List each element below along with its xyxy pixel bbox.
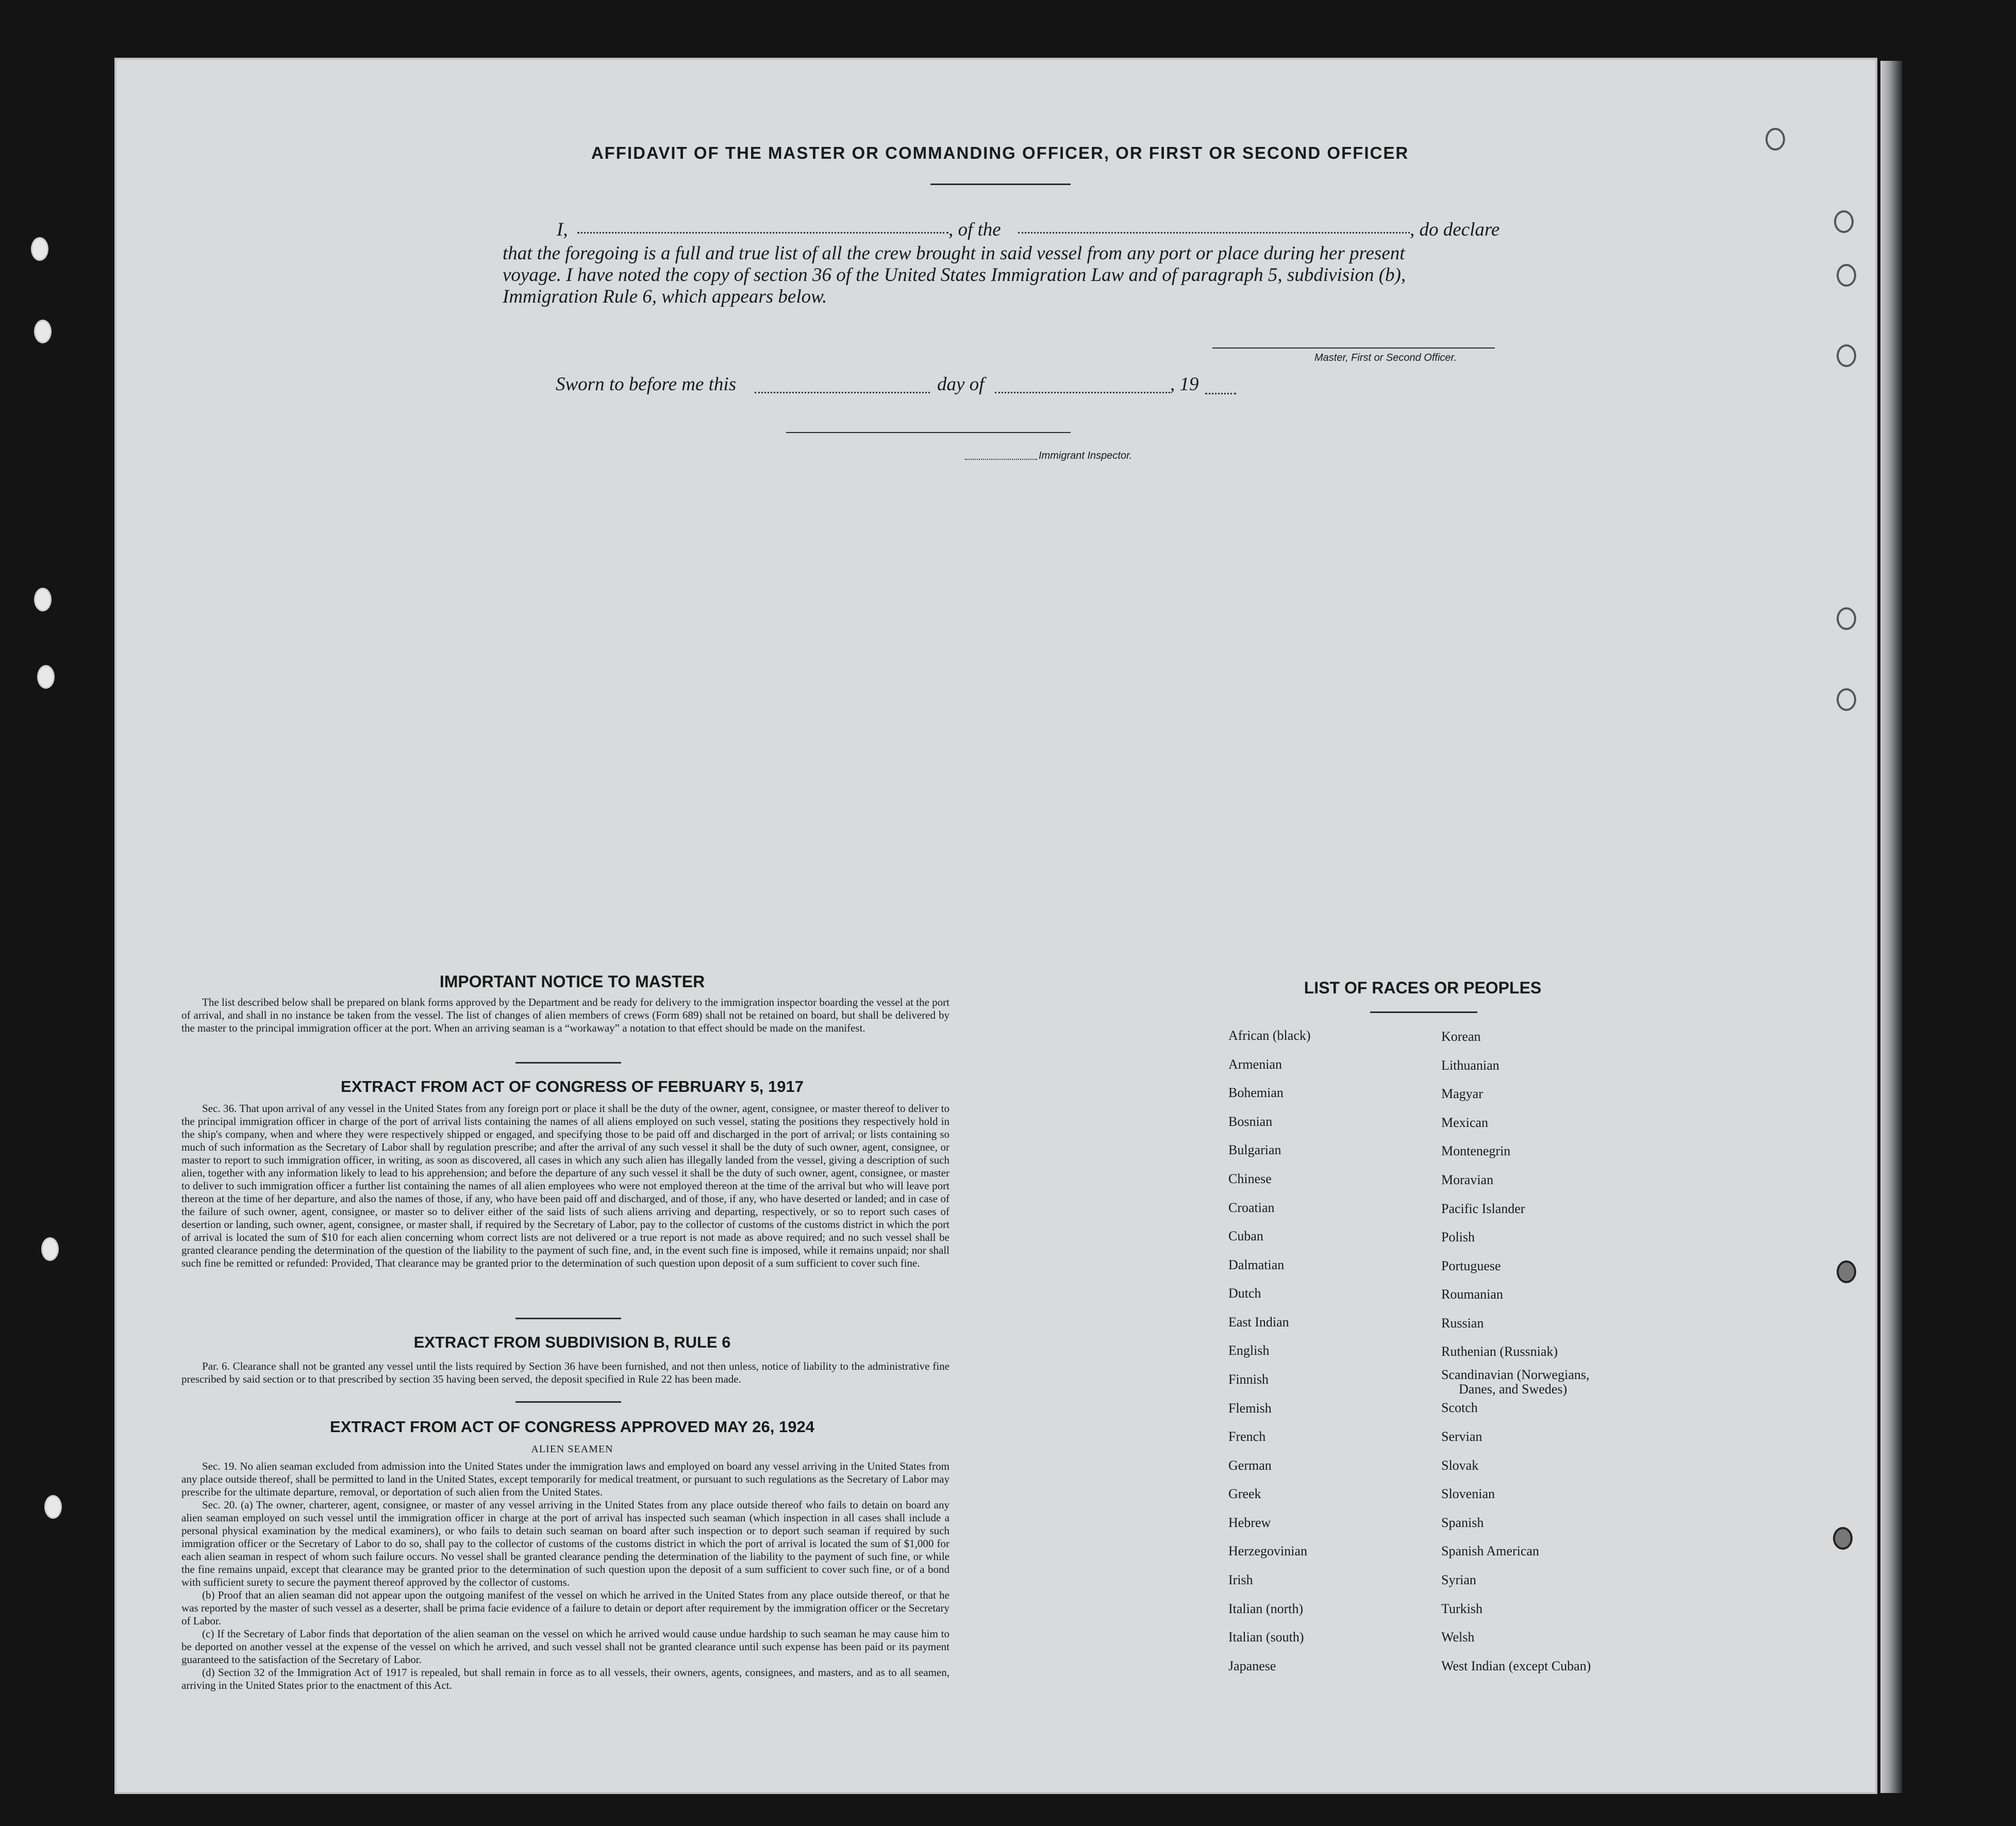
race-item: Portuguese (1441, 1258, 1501, 1273)
inspector-prefix-dots (965, 459, 1037, 460)
sworn-label: Sworn to before me this (556, 374, 737, 395)
sworn-year-field[interactable] (1205, 393, 1236, 394)
race-item: Chinese (1228, 1171, 1272, 1186)
race-item: Ruthenian (Russniak) (1441, 1344, 1558, 1359)
extract-1924-paragraph: (d) Section 32 of the Immigration Act of 1917 is repealed, but shall remain in force as to all vessels, their owners, agents, consignees, and masters, and as to all seamen, arriving in the United States prior to the enactment of this Act. (181, 1666, 949, 1691)
race-item: Flemish (1228, 1401, 1272, 1416)
notice-paragraph: The list described below shall be prepared on blank forms approved by the Department and be ready for delivery to the immigration inspector boarding the vessel at the port of arrival, and shall in no instance be taken from the vessel. The list of changes of alien members of crews (Form 689) shall not be retained on board, but shall be delivered by the master to the principal immigration officer at the port. When an arriving seaman is a “workaway” a notation to that effect should be made on the manifest. (181, 996, 949, 1034)
race-item: Dalmatian (1228, 1257, 1285, 1272)
race-item: East Indian (1228, 1315, 1289, 1330)
race-item: Turkish (1441, 1601, 1482, 1616)
extract-1917-title: EXTRACT FROM ACT OF CONGRESS OF FEBRUARY 5, 1917 (341, 1077, 804, 1095)
divider (515, 1318, 621, 1319)
race-item: Roumanian (1441, 1287, 1503, 1302)
race-item: African (black) (1228, 1028, 1311, 1043)
divider (515, 1401, 621, 1403)
sworn-month-field[interactable] (995, 392, 1170, 393)
day-of-label: day of (937, 374, 985, 395)
race-item: Irish (1228, 1572, 1253, 1587)
binder-hole (37, 665, 55, 689)
race-item: French (1228, 1429, 1266, 1444)
race-item: Magyar (1441, 1086, 1483, 1101)
i-label: I, (557, 219, 568, 240)
binder-hole (31, 237, 48, 261)
notice-text (181, 996, 949, 1035)
extract-1924-text (181, 1460, 949, 1692)
race-item: Mexican (1441, 1115, 1488, 1130)
extract-1924-paragraph: (c) If the Secretary of Labor finds that deportation of the alien seaman on the vessel on which he arrived would cause undue hardship to such seaman he may cause him to be deported on another vessel at the expense of the vessel on which he arrived, and such vessel shall not be granted clearance until such expense has been paid or its payment guaranteed to the satisfaction of the Secretary of Labor. (181, 1628, 949, 1666)
extract-1924-paragraph: Sec. 20. (a) The owner, charterer, agent, consignee, or master of any vessel arriving in the United States from any place outside thereof who fails to detain on board any alien seaman employed on such vessel until the immigration officer in charge at the port of arrival has inspected such seaman (which inspection in all cases shall include a personal physical examination by the medical examiners), or who fails to detain such seaman on board after such inspection or to deport such seaman if required by such immigration officer or the Secretary of Labor to do so, shall pay to the collector of customs of the customs district in which the port of arrival is located the sum of $1,000 for each alien seaman in respect of whom such failure occurs. No vessel shall be granted clearance pending the determination of the liability to the payment of such fine, or while the fine remains unpaid, except that clearance may be granted prior to the determination of such question upon the deposit of a sum sufficient to cover such fine, or of a bond with sufficient surety to secure the payment thereof approved by the collector of customs. (181, 1499, 949, 1588)
race-item: Cuban (1228, 1229, 1263, 1243)
punch-hole (1837, 344, 1856, 367)
race-item: Herzegovinian (1228, 1543, 1308, 1558)
race-item: Italian (south) (1228, 1630, 1304, 1645)
race-item: Syrian (1441, 1572, 1476, 1587)
extract-1924-title: EXTRACT FROM ACT OF CONGRESS APPROVED MAY 26, 1924 (330, 1418, 814, 1436)
race-item: Pacific Islander (1441, 1201, 1525, 1216)
binder-hole (44, 1495, 62, 1519)
extract-rule6-title: EXTRACT FROM SUBDIVISION B, RULE 6 (413, 1333, 731, 1351)
race-item: Lithuanian (1441, 1058, 1499, 1073)
race-item: Montenegrin (1441, 1143, 1511, 1158)
race-item: Welsh (1441, 1630, 1475, 1645)
races-title-underline (1370, 1011, 1477, 1013)
race-item: Moravian (1441, 1172, 1494, 1187)
extract-1917-text (181, 1102, 949, 1270)
signature-caption: Master, First or Second Officer. (1314, 352, 1457, 363)
race-item: Japanese (1228, 1658, 1276, 1673)
punch-hole (1765, 128, 1785, 151)
race-item: Slovenian (1441, 1486, 1495, 1501)
race-item: Spanish American (1441, 1543, 1539, 1558)
sworn-day-field[interactable] (755, 392, 930, 393)
signature-line[interactable] (1212, 347, 1495, 348)
extract-1924-subtitle: ALIEN SEAMEN (531, 1443, 613, 1455)
binder-hole (34, 588, 52, 611)
punch-hole (1837, 1260, 1856, 1283)
inspector-caption: Immigrant Inspector. (1039, 450, 1132, 461)
vessel-name-field[interactable] (1018, 232, 1410, 234)
race-item: Croatian (1228, 1200, 1275, 1215)
binder-hole (34, 320, 52, 343)
race-item: Dutch (1228, 1286, 1261, 1301)
affidavit-title: AFFIDAVIT OF THE MASTER OR COMMANDING OFFICER, OR FIRST OR SECOND OFFICER (591, 143, 1409, 162)
punch-hole (1837, 688, 1856, 711)
race-item: Servian (1441, 1429, 1482, 1444)
sheet-edge (1880, 61, 1902, 1793)
punch-hole (1834, 210, 1854, 233)
race-item: German (1228, 1458, 1272, 1473)
punch-hole (1833, 1527, 1853, 1550)
master-name-field[interactable] (577, 232, 948, 234)
declaration-line-2: voyage. I have noted the copy of section 36 of the United States Immigration Law and of paragraph 5, subdivision (b), (503, 264, 1406, 286)
race-item: Bosnian (1228, 1114, 1273, 1129)
punch-hole (1837, 264, 1856, 287)
extract-rule6-text (181, 1360, 949, 1386)
of-the-label: , of the (948, 219, 1001, 240)
race-item: Russian (1441, 1316, 1484, 1331)
race-item: Slovak (1441, 1458, 1479, 1473)
extract-1917-paragraph: Sec. 36. That upon arrival of any vessel in the United States from any foreign port or place it shall be the duty of the owner, agent, consignee, or master thereof to deliver to the principal immigration officer in charge of the port of arrival lists containing the names of all aliens employed on such vessel, stating the positions they respectively hold in the ship's company, when and where they were respectively shipped or engaged, and specifying those to be paid off and discharged in the port of arrival; or lists containing so much of such information as the Secretary of Labor shall by regulation prescribe; and after the arrival of any such vessel it shall be the duty of such owner, agent, consignee, or master to report to such immigration officer, in writing, as soon as discovered, all cases in which any such alien has illegally landed from the vessel, giving a description of such alien, together with any information likely to lead to his apprehension; and before the departure of any such vessel it shall be the duty of such owner, agent, consignee, or master to deliver to such immigration officer a further list containing the names of all alien employees who were not employed thereon at the time of the arrival but who will leave port thereon at the time of her departure, and also the names of those, if any, who have been paid off and discharged, and of those, if any, who have deserted or landed; and in case of the failure of such owner, agent, consignee, or master so to deliver either of the said lists of such aliens arriving and departing, respectively, or so to report such cases of desertion or landing, such owner, agent, consignee, or master shall, if required by the Secretary of Labor, pay to the collector of customs of the customs district in which the port of arrival is located the sum of $10 for each alien concerning whom correct lists are not delivered or a true report is not made as above required; and no such vessel shall be granted clearance pending the determination of the question of the liability to the payment of such fine, and, in the event such fine is imposed, while it remains unpaid; nor shall such fine be remitted or refunded: Provided, That clearance may be granted prior to the determination of such question upon deposit of a sum sufficient to cover such fine. (181, 1102, 949, 1269)
extract-1924-paragraph: Sec. 19. No alien seaman excluded from admission into the United States under the immigration laws and employed on board any vessel arriving in the United States from any place outside thereof, shall be permitted to land in the United States, except temporarily for medical treatment, or pursuant to such regulations as the Secretary of Labor may prescribe for the ultimate departure, removal, or deportation of such alien from the United States. (181, 1460, 949, 1498)
race-item: Italian (north) (1228, 1601, 1304, 1616)
do-declare-label: , do declare (1410, 219, 1500, 240)
title-underline (930, 184, 1071, 185)
punch-hole (1837, 607, 1856, 630)
race-item: Spanish (1441, 1515, 1484, 1530)
race-item: Danes, and Swedes) (1459, 1382, 1568, 1397)
divider (515, 1062, 621, 1064)
race-item: Polish (1441, 1230, 1475, 1244)
race-item: Bulgarian (1228, 1142, 1281, 1157)
declaration-line-3: Immigration Rule 6, which appears below. (503, 286, 827, 307)
extract-rule6-paragraph: Par. 6. Clearance shall not be granted any vessel until the lists required by Section 36 have been furnished, and not then unless, notice of liability to the administrative fine prescribed by said section or to that prescribed by section 35 having been served, the deposit specified in Rule 22 has been made. (181, 1360, 949, 1385)
race-item: English (1228, 1343, 1270, 1358)
race-item: Korean (1441, 1029, 1481, 1044)
notice-title: IMPORTANT NOTICE TO MASTER (439, 972, 705, 991)
inspector-signature-line[interactable] (786, 432, 1071, 433)
race-item: West Indian (except Cuban) (1441, 1658, 1591, 1673)
race-item: Armenian (1228, 1057, 1282, 1072)
binder-hole (41, 1237, 59, 1261)
race-item: Scandinavian (Norwegians, (1441, 1367, 1590, 1382)
declaration-line-1: that the foregoing is a full and true list of all the crew brought in said vessel from any port or place during her present (503, 243, 1405, 264)
extract-1924-paragraph: (b) Proof that an alien seaman did not appear upon the outgoing manifest of the vessel on which he arrived in the United States from any place outside thereof, or that he was reported by the master of such vessel as a deserter, shall be prima facie evidence of a failure to detain or deport after requirement by the immigration officer or the Secretary of Labor. (181, 1589, 949, 1627)
races-title: LIST OF RACES OR PEOPLES (1304, 978, 1542, 997)
race-item: Greek (1228, 1486, 1261, 1501)
race-item: Finnish (1228, 1372, 1269, 1387)
year-prefix: , 19 (1170, 374, 1199, 395)
race-item: Bohemian (1228, 1085, 1284, 1100)
race-item: Hebrew (1228, 1515, 1271, 1530)
race-item: Scotch (1441, 1400, 1478, 1415)
